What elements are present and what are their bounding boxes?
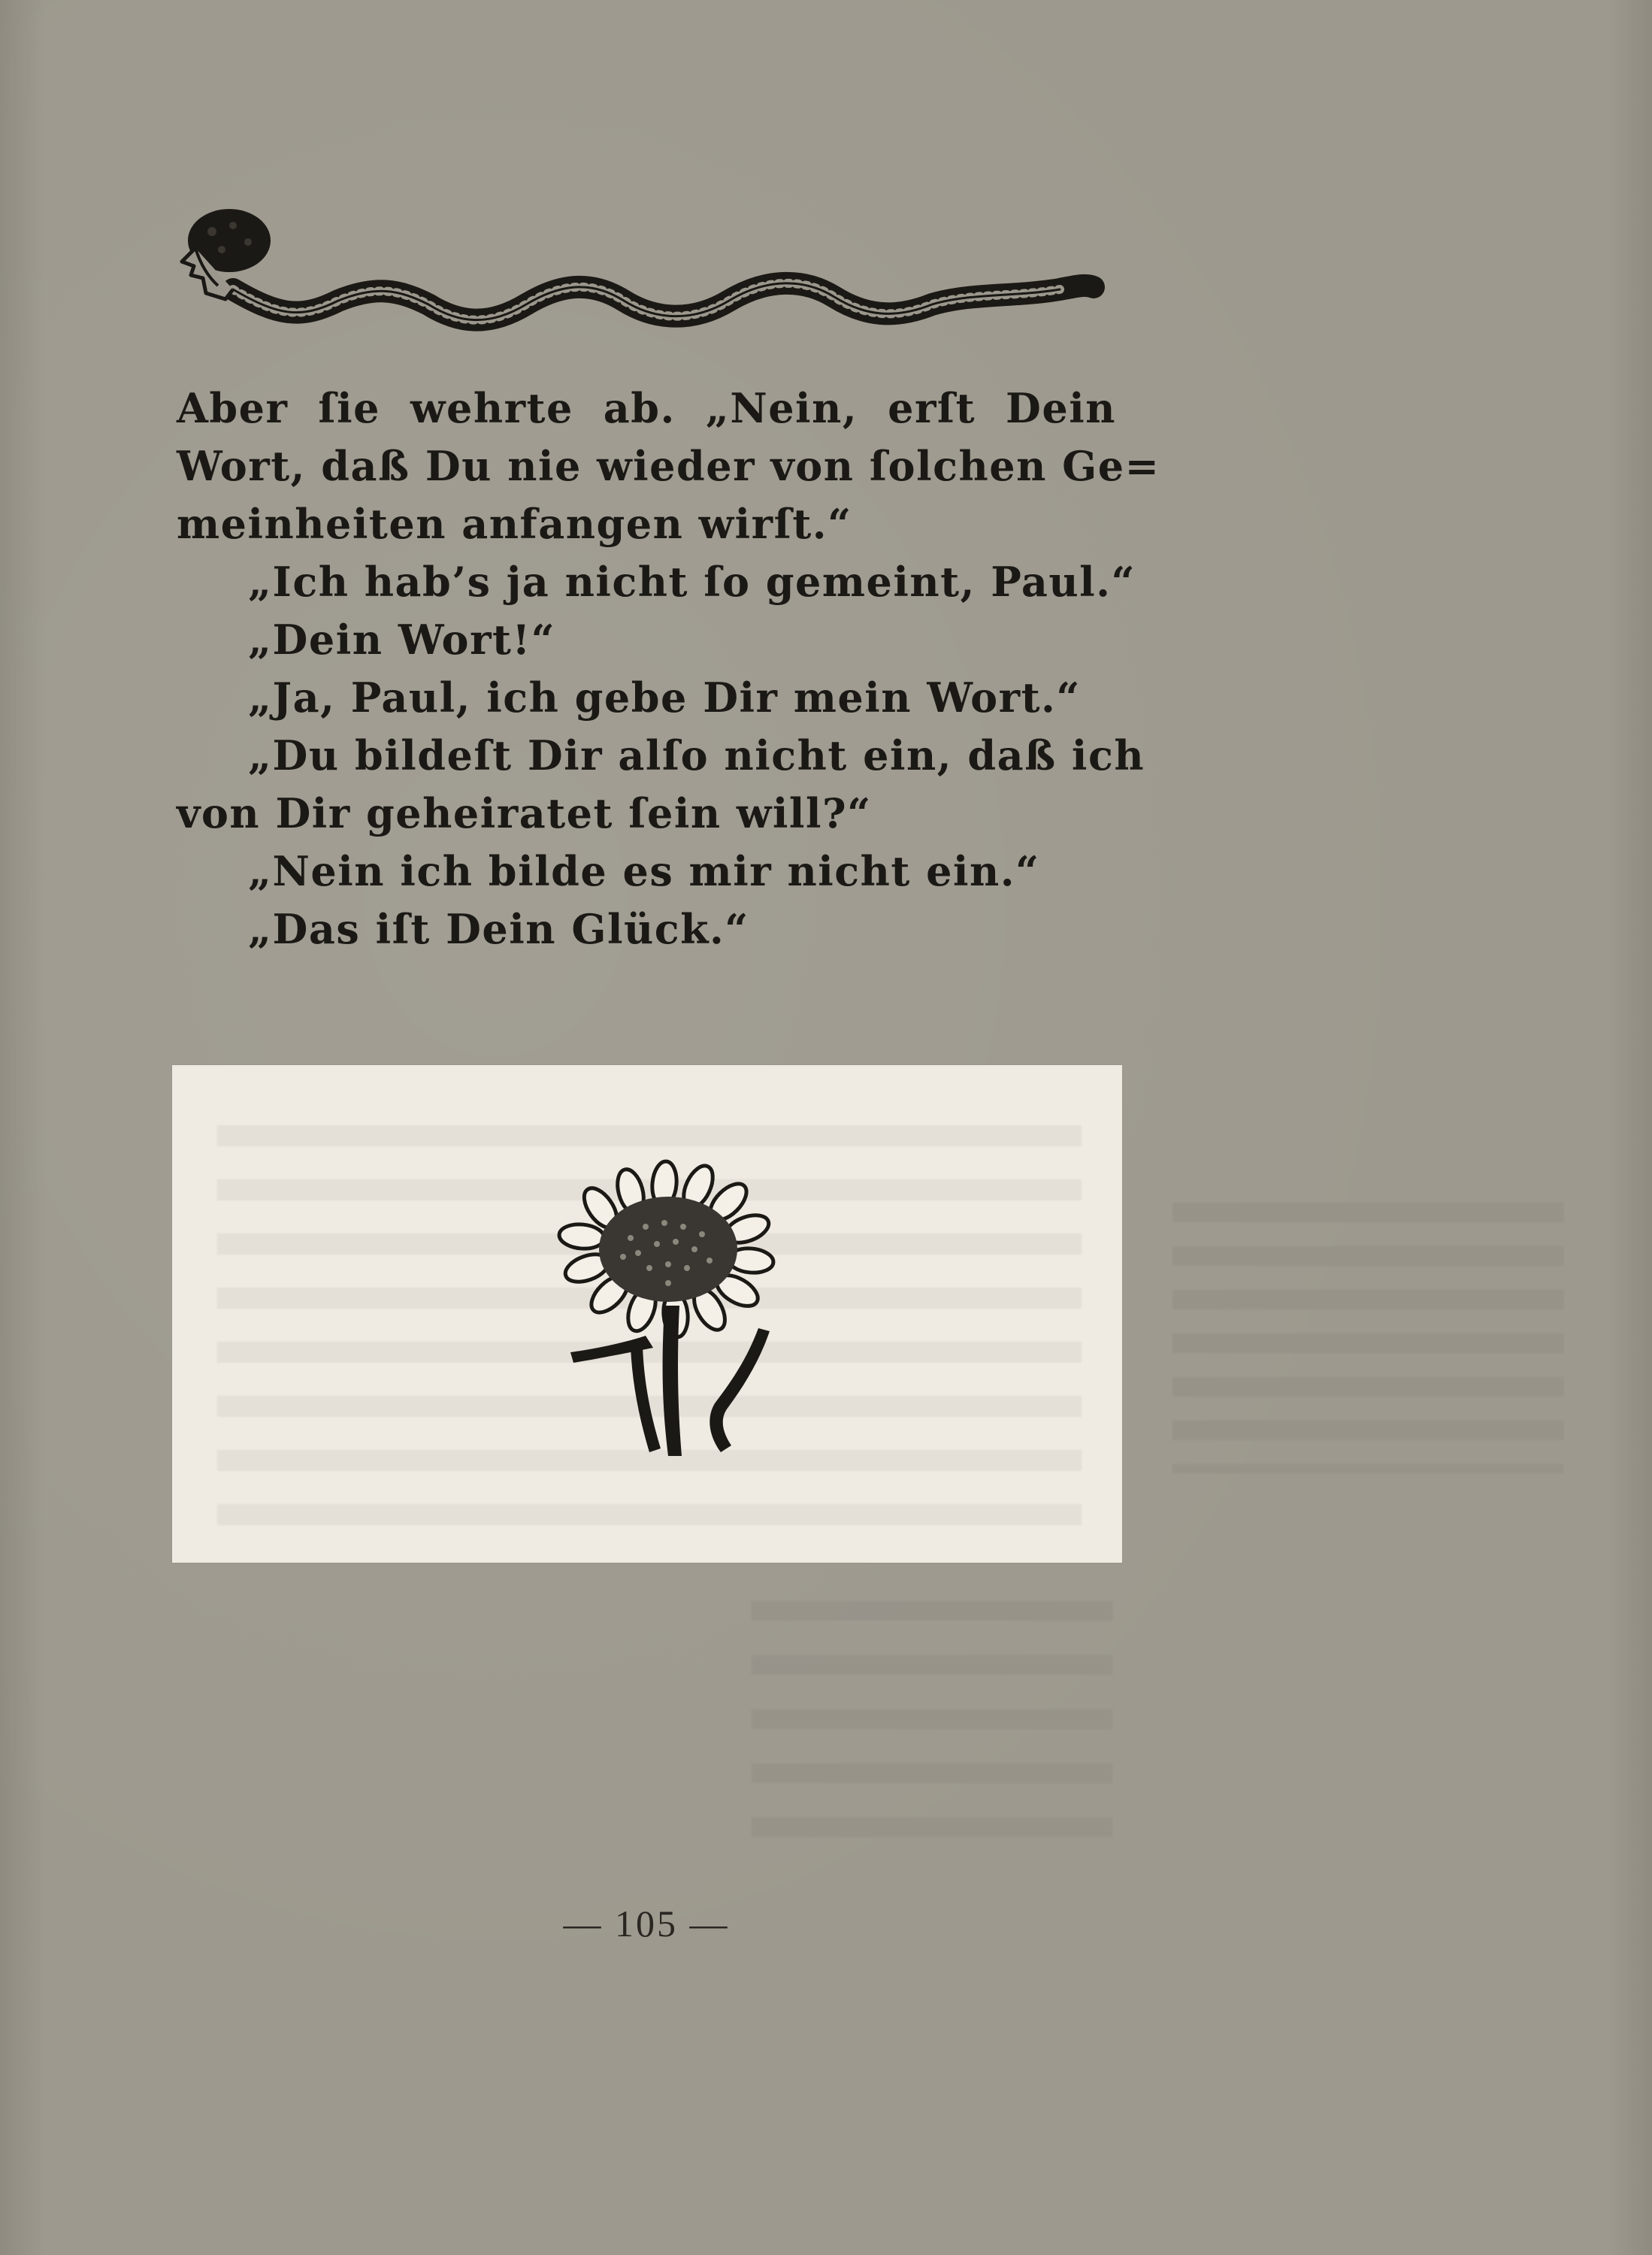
text-line: „Dein Wort!“ bbox=[248, 616, 556, 664]
bleed-through-texture bbox=[752, 1601, 1112, 1842]
illustration-plate bbox=[172, 1065, 1122, 1563]
text-line: meinheiten anfangen wirſt.“ bbox=[177, 500, 852, 548]
body-text bbox=[177, 380, 1160, 958]
text-line: „Ich hab’s ja nicht ſo gemeint, Paul.“ bbox=[248, 558, 1136, 606]
flower-illustration bbox=[518, 1155, 818, 1516]
snake-ornament bbox=[173, 203, 1105, 353]
page-number: — 105 — bbox=[563, 1902, 730, 1945]
text-line: „Das iſt Dein Glück.“ bbox=[248, 905, 749, 953]
text-line: „Du bildeſt Dir alſo nicht ein, daß ich bbox=[248, 731, 1145, 779]
text-line: Aber ſie wehrte ab. „Nein, erſt Dein bbox=[177, 384, 1116, 432]
text-line: „Nein ich bilde es mir nicht ein.“ bbox=[248, 847, 1040, 895]
text-line: „Ja, Paul, ich gebe Dir mein Wort.“ bbox=[248, 673, 1081, 722]
text-line: Wort, daß Du nie wieder von ſolchen Ge= bbox=[177, 442, 1160, 490]
bleed-through-texture bbox=[1172, 1203, 1563, 1473]
text-line: von Dir geheiratet ſein will?“ bbox=[177, 789, 872, 837]
